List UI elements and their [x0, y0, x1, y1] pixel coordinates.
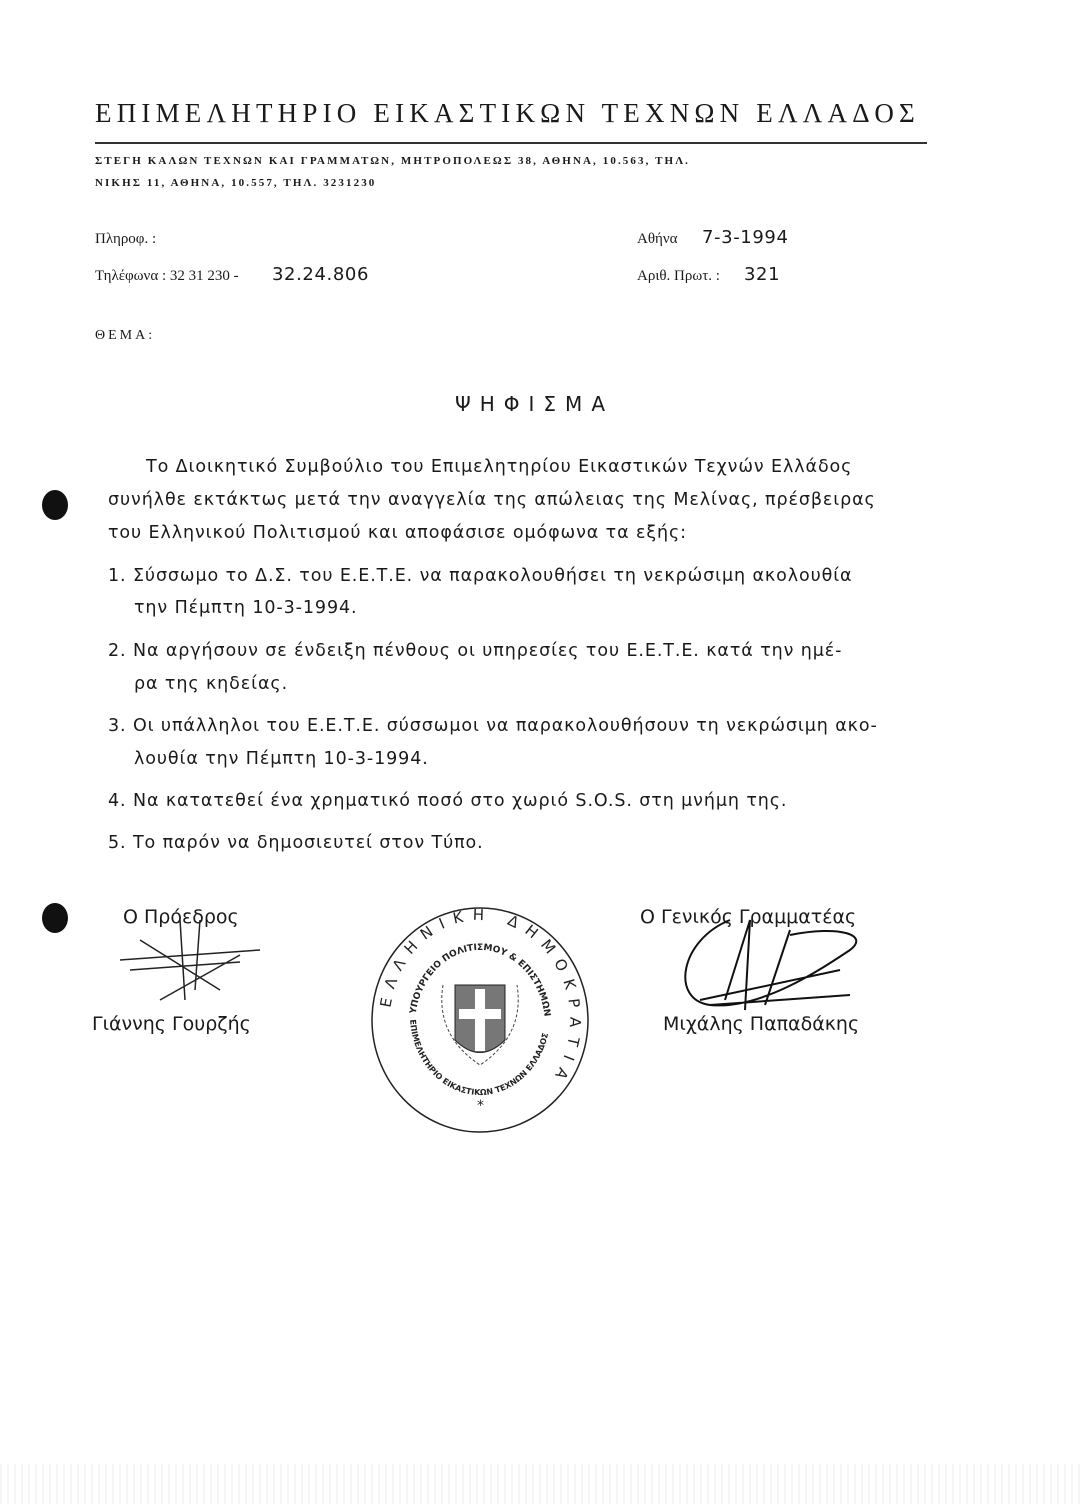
resolution-item-3: 3. Οι υπάλληλοι του Ε.Ε.Τ.Ε. σύσσωμοι να παρακολουθήσουν τη νεκρώσιμη ακο-: [108, 716, 878, 736]
secretary-signature: [670, 910, 870, 1020]
star-icon: *: [477, 1098, 484, 1114]
intro-line: του Ελληνικού Πολιτισμού και αποφάσισε ομόφωνα τα εξής:: [108, 523, 687, 543]
secretary-name: Μιχάλης Παπαδάκης: [663, 1013, 860, 1035]
coat-of-arms-icon: [442, 985, 518, 1065]
punch-hole: [42, 903, 68, 933]
resolution-item-4: 4. Να κατατεθεί ένα χρηματικό ποσό στο χωριό S.O.S. στη μνήμη της.: [108, 791, 788, 811]
president-signature: [100, 900, 280, 1020]
punch-hole: [42, 490, 68, 520]
president-name: Γιάννης Γουρζής: [92, 1013, 251, 1035]
resolution-item-1: 1. Σύσσωμο το Δ.Σ. του Ε.Ε.Τ.Ε. να παρακολουθήσει τη νεκρώσιμη ακολουθία: [108, 566, 853, 586]
intro-line: συνήλθε εκτάκτως μετά την αναγγελία της απώλειας της Μελίνας, πρέσβειρας: [108, 490, 876, 510]
letterhead-address-1: ΣΤΕΓΗ ΚΑΛΩΝ ΤΕΧΝΩΝ ΚΑΙ ΓΡΑΜΜΑΤΩΝ, ΜΗΤΡΟΠΟΛΕΩΣ 38, ΑΘΗΝΑ, 10.563, ΤΗΛ.: [95, 155, 691, 167]
secretary-title: Ο Γενικός Γραμματέας: [640, 906, 857, 928]
date: 7-3-1994: [702, 227, 789, 248]
stamp-inner-top-text: ΥΠΟΥΡΓΕΙΟ ΠΟΛΙΤΙΣΜΟΥ & ΕΠΙΣΤΗΜΩΝ: [408, 942, 552, 1018]
phones-extra: 32.24.806: [272, 264, 370, 285]
resolution-item-5: 5. Το παρόν να δημοσιευτεί στον Τύπο.: [108, 833, 484, 853]
letterhead-title: ΕΠΙΜΕΛΗΤΗΡΙΟ ΕΙΚΑΣΤΙΚΩΝ ΤΕΧΝΩΝ ΕΛΛΑΔΟΣ: [95, 98, 920, 128]
intro-line: Το Διοικητικό Συμβούλιο του Επιμελητηρίου Εικαστικών Τεχνών Ελλάδος: [146, 457, 853, 477]
resolution-item-2: 2. Να αργήσουν σε ένδειξη πένθους οι υπηρεσίες του Ε.Ε.Τ.Ε. κατά την ημέ-: [108, 641, 843, 661]
subject-label: ΘΕΜΑ:: [95, 328, 156, 343]
protocol-number: 321: [744, 264, 781, 285]
letterhead-rule: [95, 142, 927, 144]
phones-label: Τηλέφωνα : 32 31 230 -: [95, 268, 239, 284]
info-label: Πληροφ. :: [95, 231, 157, 247]
stamp-inner-bottom-text: ΕΠΙΜΕΛΗΤΗΡΙΟ ΕΙΚΑΣΤΙΚΩΝ ΤΕΧΝΩΝ ΕΛΛΑΔΟΣ: [408, 1019, 551, 1098]
official-stamp: [365, 905, 595, 1135]
resolution-item-2-cont: ρα της κηδείας.: [134, 674, 289, 694]
stamp-outer-text: ΕΛΛΗΝΙΚΗ ΔΗΜΟΚΡΑΤΙΑ: [376, 905, 585, 1091]
resolution-item-1-cont: την Πέμπτη 10-3-1994.: [134, 598, 358, 618]
place-label: Αθήνα: [637, 231, 678, 247]
protocol-label: Αριθ. Πρωτ. :: [637, 268, 720, 284]
resolution-item-3-cont: λουθία την Πέμπτη 10-3-1994.: [134, 749, 429, 769]
document-heading: ΨΗΦΙΣΜΑ: [455, 392, 614, 416]
president-title: Ο Πρόεδρος: [123, 906, 239, 928]
letterhead-address-2: ΝΙΚΗΣ 11, ΑΘΗΝΑ, 10.557, ΤΗΛ. 3231230: [95, 177, 377, 189]
scan-noise: [0, 1464, 1080, 1504]
